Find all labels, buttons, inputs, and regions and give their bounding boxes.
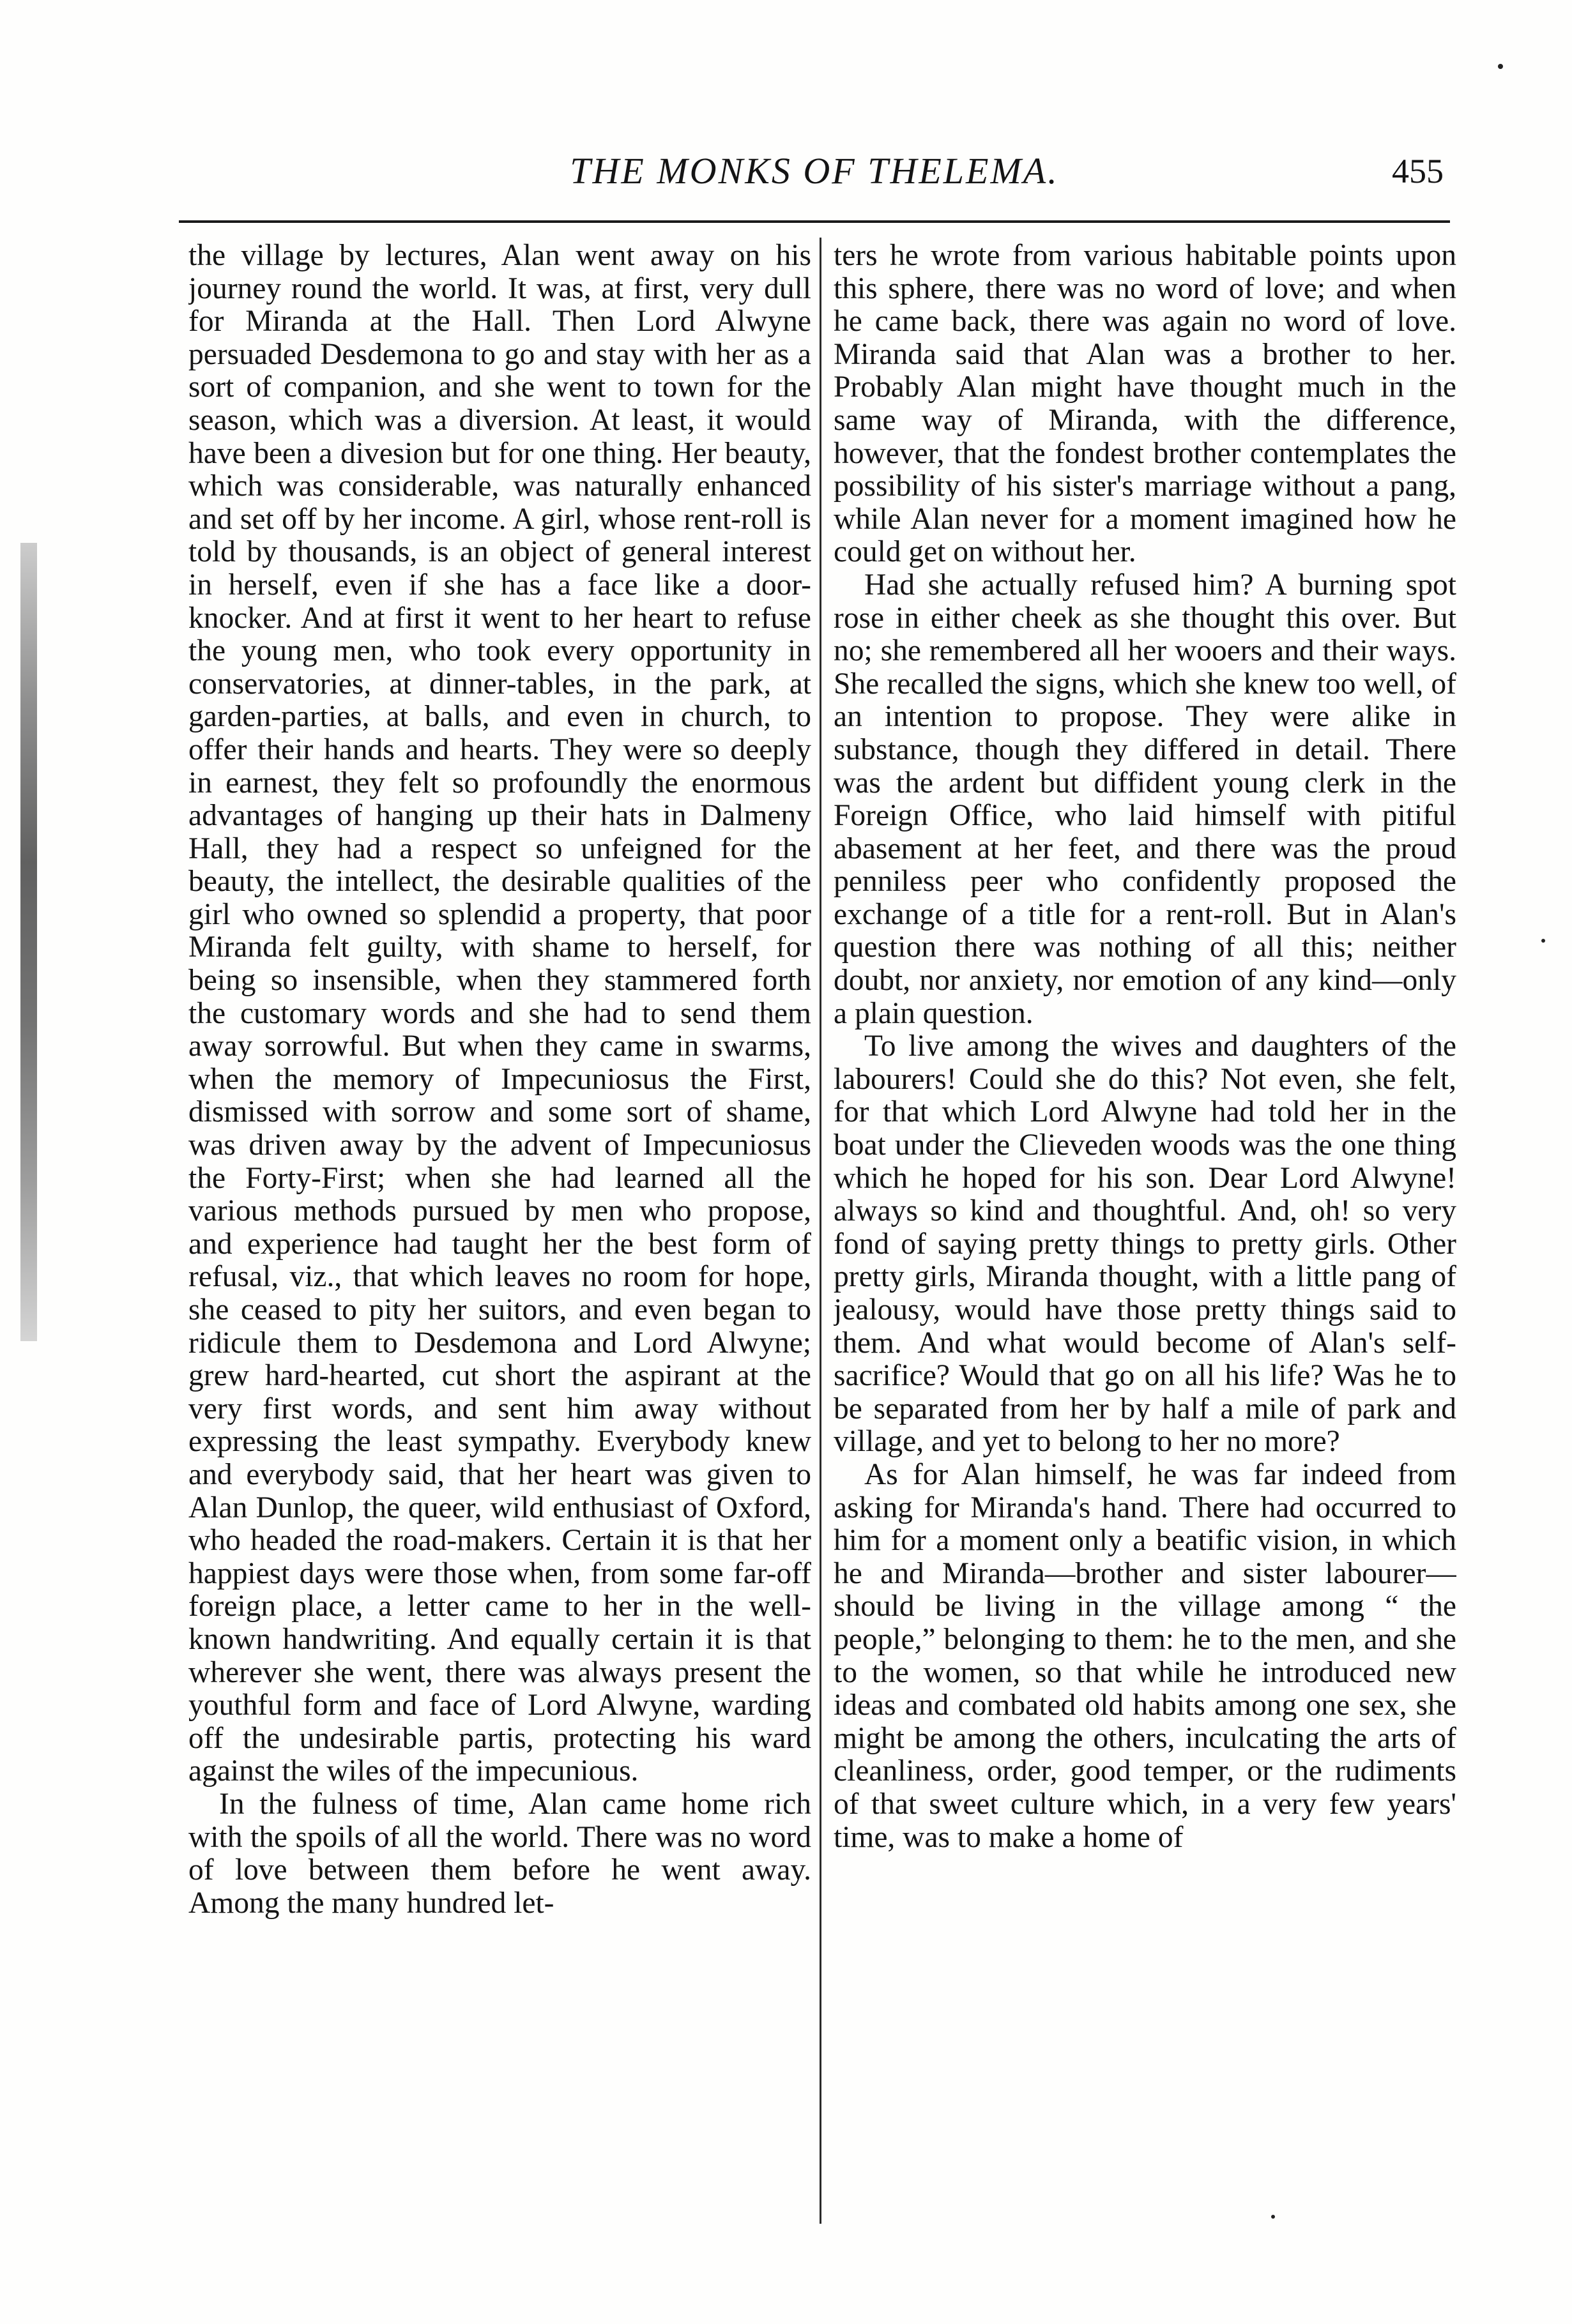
left-column (188, 239, 811, 2258)
right-column (834, 239, 1456, 2258)
ink-speck (1498, 64, 1503, 69)
header-rule (179, 220, 1450, 223)
paragraph: ters he wrote from various habitable points upon this sphere, there was no word of love; and when he came back, there was again no word of love. Miranda said that Alan was a brother to her. Probably Alan might have thought much in the same way of Miranda, with the difference, however, that the fondest brother contemplates the possibility of his sister's marriage without a pang, while Alan never for a moment imagined how he could get on without her. (834, 239, 1456, 569)
paragraph: In the fulness of time, Alan came home rich with the spoils of all the world. There was no word of love between them before he went away. Among the many hundred let- (188, 1787, 811, 1920)
ink-speck (1541, 939, 1545, 943)
running-title: THE MONKS OF THELEMA. (570, 150, 1059, 192)
paragraph: As for Alan himself, he was far indeed from asking for Miranda's hand. There had occurred to him for a moment only a beatific vision, in which he and Miranda—brother and sister labourer—should be living in the village among “ the people,” belonging to them: he to the men, and she to the women, so that while he introduced new ideas and combated old habits among one sex, she might be among the others, inculcating the arts of cleanliness, order, good temper, or the rudiments of that sweet culture which, in a very few years' time, was to make a home of (834, 1457, 1456, 1854)
binding-shadow (20, 543, 37, 1341)
paragraph: Had she actually refused him? A burning spot rose in either cheek as she thought this over. But no; she remembered all her wooers and their ways. She recalled the signs, which she knew too well, of an intention to propose. They were alike in substance, though they differed in detail. There was the ardent but diffident young clerk in the Foreign Office, who laid himself with pitiful abasement at her feet, and there was the proud penniless peer who confidently proposed the exchange of a title for a rent-roll. But in Alan's question there was nothing of all this; neither doubt, nor anxiety, nor emotion of any kind—only a plain question. (834, 568, 1456, 1030)
running-head (185, 146, 1444, 197)
paragraph: To live among the wives and daughters of the labourers! Could she do this? Not even, she felt, for that which Lord Alwyne had told her in the boat under the Clieveden woods was the one thing which he hoped for his son. Dear Lord Alwyne! always so kind and thoughtful. And, oh! so very fond of saying pretty things to pretty girls. Other pretty girls, Miranda thought, with a little pang of jealousy, would have those pretty things said to them. And what would become of Alan's self-sacrifice? Would that go on all his life? Was he to be separated from her by half a mile of park and village, and yet to belong to her no more? (834, 1029, 1456, 1459)
page-number: 455 (1392, 152, 1444, 190)
column-rule (820, 238, 821, 2224)
paragraph: the village by lectures, Alan went away on his journey round the world. It was, at first, very dull for Miranda at the Hall. Then Lord Alwyne persuaded Desdemona to go and stay with her as a sort of companion, and she went to town for the season, which was a diversion. At least, it would have been a divesion but for one thing. Her beauty, which was considerable, was naturally enhanced and set off by her income. A girl, whose rent-roll is told by thousands, is an object of general interest in herself, even if she has a face like a door-knocker. And at first it went to her heart to refuse the young men, who took every opportunity in conservatories, at dinner-tables, in the park, at garden-parties, at balls, and even in church, to offer their hands and hearts. They were so deeply in earnest, they felt so profoundly the enormous advantages of hanging up their hats in Dalmeny Hall, they had a respect so unfeigned for the beauty, the intellect, the desirable qualities of the girl who owned so splendid a property, that poor Miranda felt guilty, with shame to herself, for being so insensible, when they stammered forth the customary words and she had to send them away sorrowful. But when they came in swarms, when the memory of Impecuniosus the First, dismissed with sorrow and some sort of shame, was driven away by the advent of Impecuniosus the Forty-First; when she had learned all the various methods pursued by men who propose, and experience had taught her the best form of refusal, viz., that which leaves no room for hope, she ceased to pity her suitors, and even began to ridicule them to Desdemona and Lord Alwyne; grew hard-hearted, cut short the aspirant at the very first words, and sent him away without expressing the least sympathy. Everybody knew and everybody said, that her heart was given to Alan Dunlop, the queer, wild enthusiast of Oxford, who headed the road-makers. Certain it is that her happiest days were those when, from some far-off foreign place, a letter came to her in the well-known handwriting. And equally certain it is that wherever she went, there was always present the youthful form and face of Lord Alwyne, warding off the undesirable partis, protecting his ward against the wiles of the impecunious. (188, 239, 811, 1788)
